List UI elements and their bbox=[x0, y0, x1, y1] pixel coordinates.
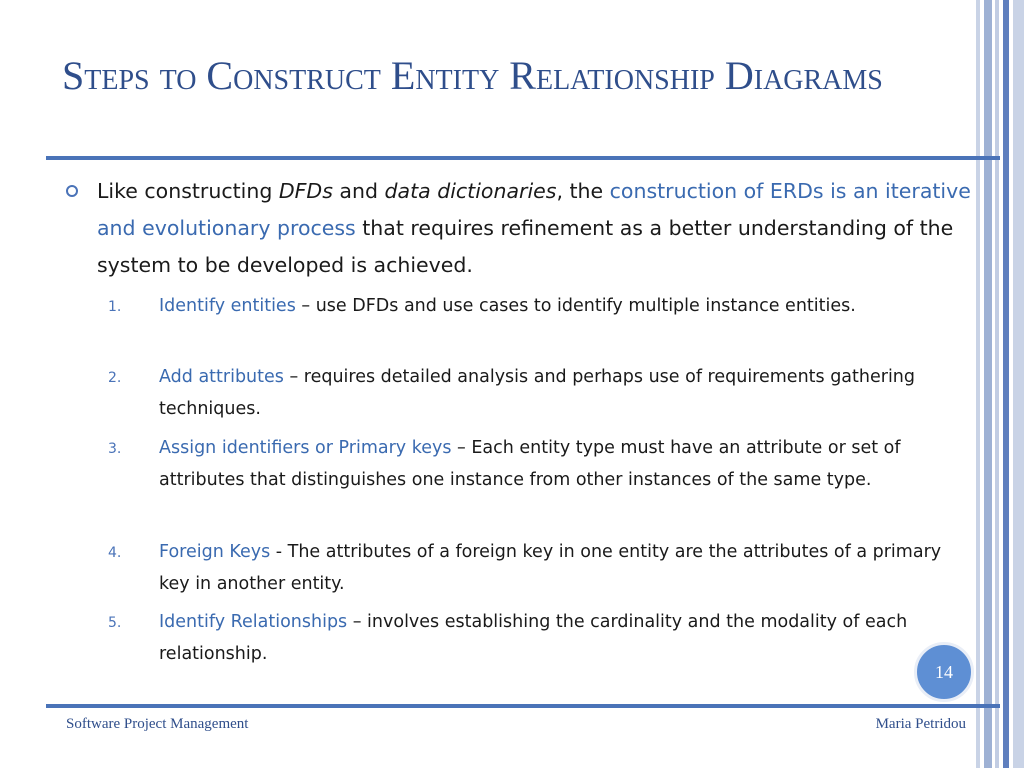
slide-title: Steps to Construct Entity Relationship Diagrams bbox=[62, 53, 883, 98]
intro-dfds: DFDs bbox=[278, 179, 333, 203]
intro-text: and bbox=[332, 179, 385, 203]
step-heading: Foreign Keys bbox=[159, 542, 271, 562]
decorative-stripe bbox=[1003, 0, 1009, 768]
intro-text: Like constructing bbox=[97, 179, 279, 203]
list-item-text bbox=[159, 432, 959, 496]
step-description: – requires detailed analysis and perhaps use of requirements gathering techniques. bbox=[159, 367, 916, 419]
decorative-stripe bbox=[976, 0, 980, 768]
intro-text: that requires refinement as a better understanding of the system to be developed is achieved. bbox=[97, 216, 954, 277]
page-number: 14 bbox=[935, 661, 953, 682]
title-divider bbox=[46, 156, 1000, 160]
intro-text: , the bbox=[556, 179, 610, 203]
step-description: – involves establishing the cardinality and the modality of each relationship. bbox=[159, 612, 908, 664]
list-number: 4. bbox=[108, 545, 122, 561]
page-number-badge bbox=[914, 642, 974, 702]
footer-course: Software Project Management bbox=[66, 716, 249, 732]
bullet-icon bbox=[66, 185, 78, 197]
list-item-text bbox=[159, 290, 959, 322]
list-item-text bbox=[159, 536, 959, 600]
step-heading: Identify entities bbox=[159, 296, 296, 316]
decorative-stripe bbox=[995, 0, 999, 768]
step-description: – Each entity type must have an attribute or set of attributes that distinguishes one instance from other instances of the same type. bbox=[159, 438, 901, 490]
intro-data-dictionaries: data dictionaries bbox=[384, 179, 557, 203]
step-heading: Identify Relationships bbox=[159, 612, 348, 632]
list-number: 5. bbox=[108, 615, 122, 631]
footer-divider bbox=[46, 704, 1000, 708]
footer-author: Maria Petridou bbox=[875, 716, 966, 732]
decorative-stripe bbox=[984, 0, 992, 768]
intro-highlight: construction of ERDs is an iterative and evolutionary process bbox=[97, 179, 971, 240]
list-number: 2. bbox=[108, 370, 122, 386]
list-item-text bbox=[159, 606, 959, 670]
list-item-text bbox=[159, 361, 959, 425]
step-description: - The attributes of a foreign key in one entity are the attributes of a primary key in another entity. bbox=[159, 542, 942, 594]
step-description: – use DFDs and use cases to identify multiple instance entities. bbox=[295, 296, 856, 316]
intro-paragraph bbox=[97, 173, 977, 284]
step-heading: Assign identifiers or Primary keys bbox=[159, 438, 452, 458]
list-number: 1. bbox=[108, 299, 122, 315]
decorative-stripe bbox=[1013, 0, 1024, 768]
step-heading: Add attributes bbox=[159, 367, 284, 387]
list-number: 3. bbox=[108, 441, 122, 457]
